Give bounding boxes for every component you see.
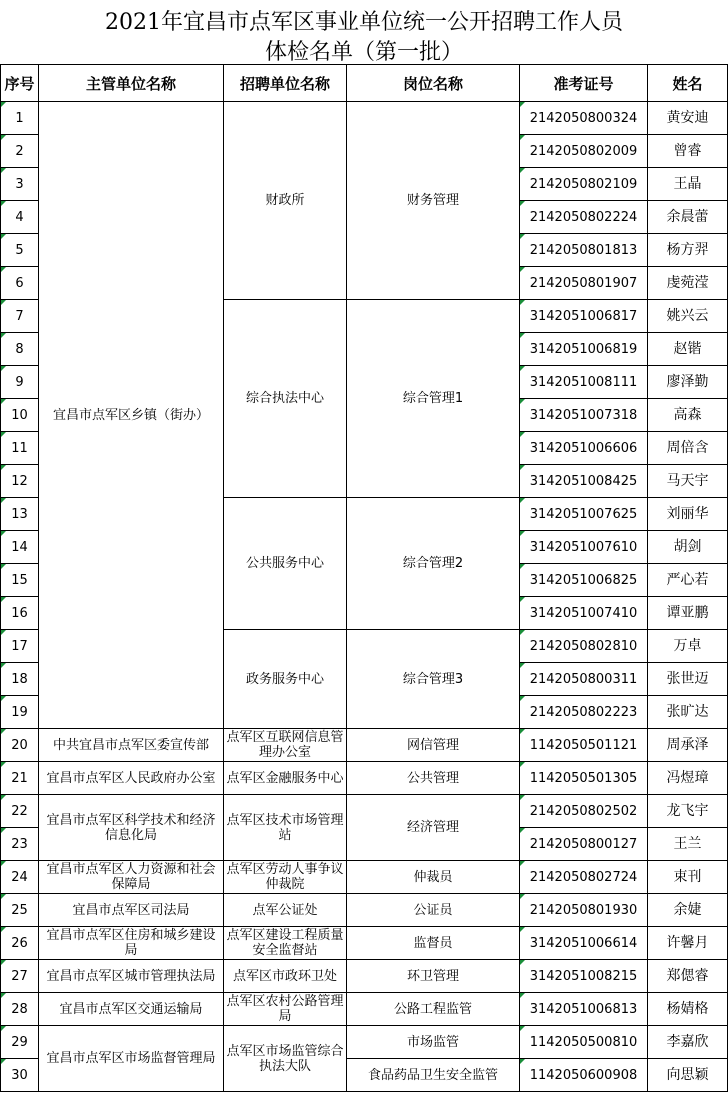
dept-cell: 宜昌市点军区城市管理执法局 [39,960,224,993]
post-cell: 综合管理1 [347,300,520,498]
title-line-1: 2021年宜昌市点军区事业单位统一公开招聘工作人员 [105,10,623,35]
row-seq: 29 [1,1026,39,1059]
row-seq: 27 [1,960,39,993]
header-post: 岗位名称 [347,65,520,102]
post-cell: 公共管理 [347,762,520,795]
post-cell: 公证员 [347,894,520,927]
row-seq: 10 [1,399,39,432]
candidate-name: 刘丽华 [648,498,728,531]
exam-number: 3142051006813 [520,993,648,1026]
row-seq: 30 [1,1059,39,1092]
exam-number: 3142051006825 [520,564,648,597]
dept-cell: 宜昌市点军区住房和城乡建设局 [39,927,224,960]
candidate-name: 严心若 [648,564,728,597]
exam-number: 2142050802810 [520,630,648,663]
dept-cell: 宜昌市点军区科学技术和经济信息化局 [39,795,224,861]
row-seq: 5 [1,234,39,267]
exam-number: 3142051006817 [520,300,648,333]
exam-number: 1142050500810 [520,1026,648,1059]
row-seq: 2 [1,135,39,168]
exam-number: 3142051008215 [520,960,648,993]
post-cell: 市场监管 [347,1026,520,1059]
candidate-name: 赵锴 [648,333,728,366]
exam-number: 2142050801813 [520,234,648,267]
candidate-name: 龙飞宇 [648,795,728,828]
unit-cell: 政务服务中心 [224,630,347,729]
table-row [1,1026,728,1059]
post-cell: 公路工程监管 [347,993,520,1026]
candidate-name: 周倍含 [648,432,728,465]
dept-cell: 宜昌市点军区乡镇（街办） [39,102,224,729]
post-cell: 仲裁员 [347,861,520,894]
unit-cell: 点军区建设工程质量安全监督站 [224,927,347,960]
unit-cell: 点军区农村公路管理局 [224,993,347,1026]
header-name: 姓名 [648,65,728,102]
exam-number: 2142050802223 [520,696,648,729]
post-cell: 环卫管理 [347,960,520,993]
title-line-2: 体检名单（第一批） [264,40,463,65]
candidate-name: 姚兴云 [648,300,728,333]
candidate-name: 余婕 [648,894,728,927]
unit-cell: 点军区技术市场管理站 [224,795,347,861]
exam-number: 1142050600908 [520,1059,648,1092]
unit-cell: 点军区劳动人事争议仲裁院 [224,861,347,894]
post-cell: 经济管理 [347,795,520,861]
candidate-name: 冯煜璋 [648,762,728,795]
dept-cell: 宜昌市点军区人民政府办公室 [39,762,224,795]
row-seq: 3 [1,168,39,201]
table-row [1,993,728,1026]
row-seq: 20 [1,729,39,762]
row-seq: 24 [1,861,39,894]
header-dept: 主管单位名称 [39,65,224,102]
post-cell: 食品药品卫生安全监管 [347,1059,520,1092]
exam-number: 2142050801907 [520,267,648,300]
exam-number: 3142051006606 [520,432,648,465]
candidate-name: 虔菀滢 [648,267,728,300]
candidate-name: 许馨月 [648,927,728,960]
row-seq: 17 [1,630,39,663]
dept-cell: 宜昌市点军区市场监督管理局 [39,1026,224,1092]
row-seq: 18 [1,663,39,696]
candidate-name: 高森 [648,399,728,432]
candidate-table [0,64,728,1092]
row-seq: 7 [1,300,39,333]
table-row [1,927,728,960]
header-seq: 序号 [1,65,39,102]
candidate-name: 束刊 [648,861,728,894]
exam-number: 3142051007625 [520,498,648,531]
row-seq: 4 [1,201,39,234]
candidate-name: 余晨蕾 [648,201,728,234]
candidate-name: 胡剑 [648,531,728,564]
candidate-name: 谭亚鹏 [648,597,728,630]
row-seq: 11 [1,432,39,465]
exam-number: 3142051008111 [520,366,648,399]
dept-cell: 宜昌市点军区交通运输局 [39,993,224,1026]
candidate-name: 曾睿 [648,135,728,168]
exam-number: 2142050802224 [520,201,648,234]
candidate-name: 马天宇 [648,465,728,498]
candidate-name: 王晶 [648,168,728,201]
row-seq: 22 [1,795,39,828]
post-cell: 综合管理2 [347,498,520,630]
unit-cell: 点军公证处 [224,894,347,927]
exam-number: 3142051007610 [520,531,648,564]
row-seq: 19 [1,696,39,729]
exam-number: 3142051007318 [520,399,648,432]
row-seq: 6 [1,267,39,300]
candidate-name: 周承泽 [648,729,728,762]
row-seq: 13 [1,498,39,531]
post-cell: 网信管理 [347,729,520,762]
post-cell: 财务管理 [347,102,520,300]
header-exam: 准考证号 [520,65,648,102]
table-row [1,102,728,135]
exam-number: 3142051006614 [520,927,648,960]
header-row [1,65,728,102]
row-seq: 26 [1,927,39,960]
table-row [1,729,728,762]
exam-number: 2142050802009 [520,135,648,168]
candidate-name: 李嘉欣 [648,1026,728,1059]
table-row [1,894,728,927]
candidate-name: 黄安迪 [648,102,728,135]
table-row [1,762,728,795]
dept-cell: 宜昌市点军区人力资源和社会保障局 [39,861,224,894]
row-seq: 8 [1,333,39,366]
dept-cell: 中共宜昌市点军区委宣传部 [39,729,224,762]
row-seq: 23 [1,828,39,861]
page-title [0,0,728,64]
candidate-name: 廖泽勤 [648,366,728,399]
table-row [1,960,728,993]
post-cell: 监督员 [347,927,520,960]
header-unit: 招聘单位名称 [224,65,347,102]
candidate-name: 张旷达 [648,696,728,729]
table-row [1,861,728,894]
row-seq: 9 [1,366,39,399]
unit-cell: 点军区市政环卫处 [224,960,347,993]
unit-cell: 综合执法中心 [224,300,347,498]
unit-cell: 点军区金融服务中心 [224,762,347,795]
exam-number: 2142050800324 [520,102,648,135]
candidate-name: 张世迈 [648,663,728,696]
row-seq: 16 [1,597,39,630]
exam-number: 1142050501305 [520,762,648,795]
unit-cell: 公共服务中心 [224,498,347,630]
post-cell: 综合管理3 [347,630,520,729]
unit-cell: 点军区市场监管综合执法大队 [224,1026,347,1092]
row-seq: 21 [1,762,39,795]
row-seq: 14 [1,531,39,564]
unit-cell: 财政所 [224,102,347,300]
exam-number: 2142050800127 [520,828,648,861]
exam-number: 2142050800311 [520,663,648,696]
candidate-name: 杨方羿 [648,234,728,267]
row-seq: 25 [1,894,39,927]
exam-number: 3142051008425 [520,465,648,498]
exam-number: 2142050802109 [520,168,648,201]
candidate-name: 王兰 [648,828,728,861]
row-seq: 28 [1,993,39,1026]
row-seq: 1 [1,102,39,135]
candidate-name: 向思颖 [648,1059,728,1092]
dept-cell: 宜昌市点军区司法局 [39,894,224,927]
candidate-name: 万卓 [648,630,728,663]
table-row [1,795,728,828]
unit-cell: 点军区互联网信息管理办公室 [224,729,347,762]
candidate-name: 杨婧格 [648,993,728,1026]
exam-number: 2142050801930 [520,894,648,927]
exam-number: 1142050501121 [520,729,648,762]
exam-number: 2142050802724 [520,861,648,894]
exam-number: 3142051006819 [520,333,648,366]
row-seq: 15 [1,564,39,597]
exam-number: 2142050802502 [520,795,648,828]
candidate-name: 郑偲睿 [648,960,728,993]
exam-number: 3142051007410 [520,597,648,630]
row-seq: 12 [1,465,39,498]
